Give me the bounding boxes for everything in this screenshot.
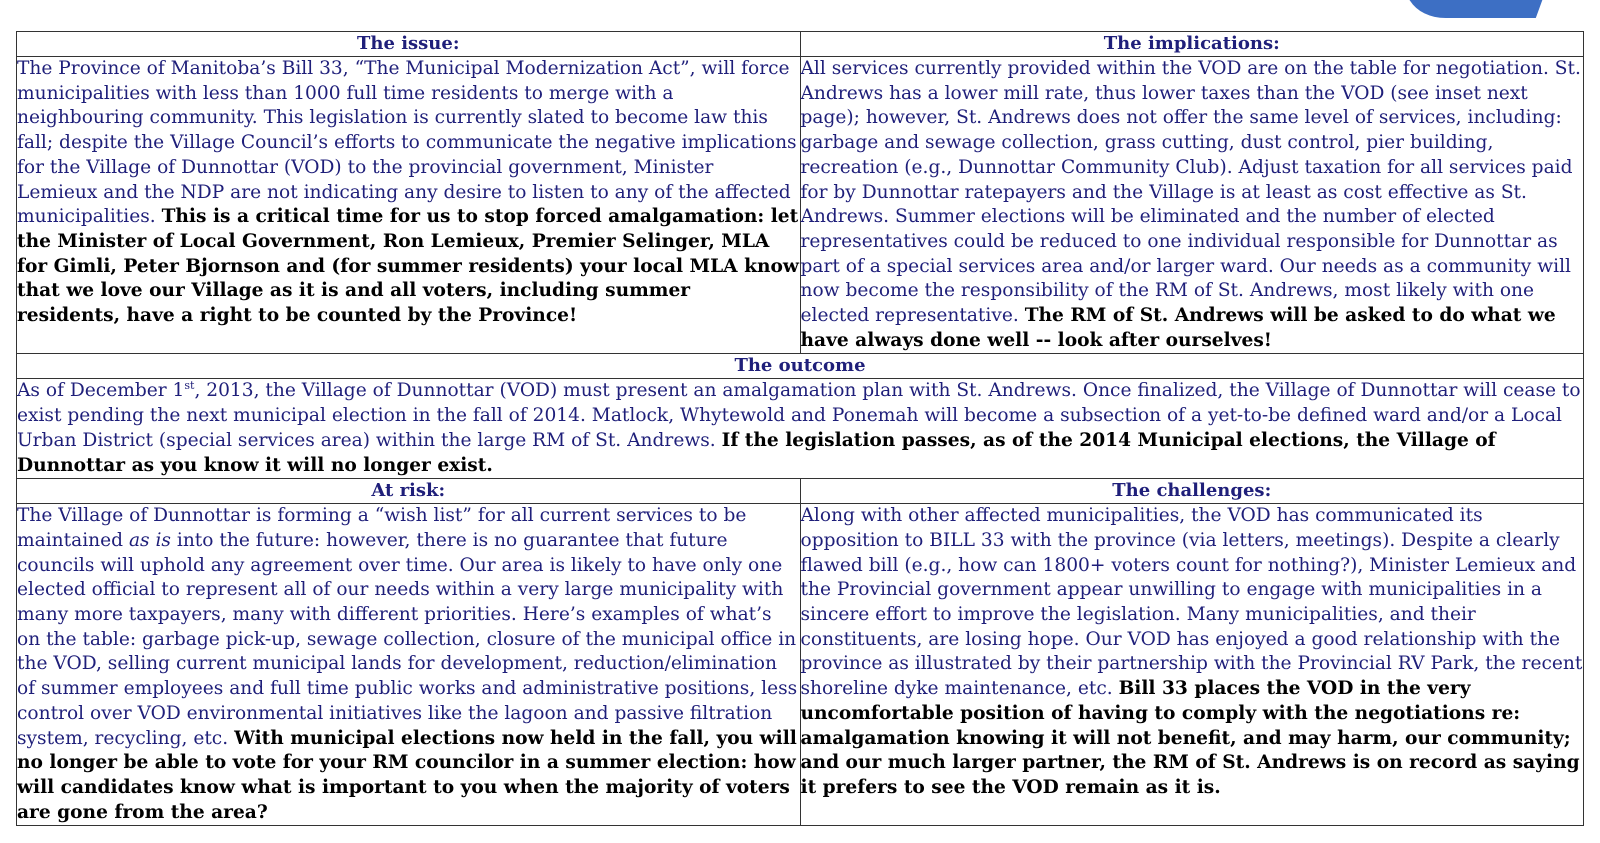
at-risk-text-rest: into the future: however, there is no guarantee that future councils will uphold any agreement over time. Our area is likely to have only one elected official to represent all of our needs within a very large municipality with many more taxpayers, many with different priorities. Here’s examples of what’s on the table: garbage pick-up, sewage collection, closure of the municipal office in the VOD, selling current municipal lands for development, reduction/elimination of summer employees and full time public works and administrative positions, less control over VOD environmental initiatives like the lagoon and passive filtration system, recycling, etc. bbox=[17, 529, 798, 749]
at-risk-text-start: The Village of Dunnottar is forming a “wish list” for all current services to be maintained bbox=[17, 505, 747, 551]
at-risk-cell bbox=[17, 504, 801, 826]
outcome-heading: The outcome bbox=[17, 354, 1584, 379]
issue-bold-text: This is a critical time for us to stop forced amalgamation: let the Minister of Local Government, Ron Lemieux, Premier Selinger, MLA for Gimli, Peter Bjornson and (for summer residents) your local MLA know that we love our Village as it is and all voters, including summer residents, have a right to be counted by the Province! bbox=[17, 206, 799, 327]
outcome-ordinal-suffix: st bbox=[184, 379, 195, 393]
at-risk-bold-text: With municipal elections now held in the fall, you will no longer be able to vote for your RM councilor in a summer election: how will candidates know what is important to you when the majority of voters are gone from the area? bbox=[17, 727, 797, 823]
challenges-text: Along with other affected municipalities, the VOD has communicated its opposition to BILL 33 with the province (via letters, meetings). Despite a clearly flawed bill (e.g., how can 1800+ voters count for nothing?), Minister Lemieux and the Provincial government appear unwilling to engage with municipalities in a sincere effort to improve the legislation. Many municipalities, and their constituents, are losing hope. Our VOD has enjoyed a good relationship with the province as illustrated by their partnership with the Provincial RV Park, the recent shoreline dyke maintenance, etc. bbox=[800, 505, 1583, 700]
implications-text: All services currently provided within the VOD are on the table for negotiation. St. Andrews has a lower mill rate, thus lower taxes than the VOD (see inset next page); however, St. Andrews does not offer the same level of services, including: garbage and sewage collection, grass cutting, dust control, pier building, recreation (e.g., Dunnottar Community Club). Adjust taxation for all services paid for by Dunnottar ratepayers and the Village is at least as cost effective as St. Andrews. Summer elections will be eliminated and the number of elected representatives could be reduced to one individual responsible for Dunnottar as part of a special services area and/or larger ward. Our needs as a community will now become the responsibility of the RM of St. Andrews, most likely with one elected representative. bbox=[800, 58, 1581, 327]
challenges-cell bbox=[800, 504, 1584, 826]
issue-text: The Province of Manitoba’s Bill 33, “The Municipal Modernization Act”, will force municipalities with less than 1000 full time residents to merge with a neighbouring community. This legislation is currently slated to become law this fall; despite the Village Council’s efforts to communicate the negative implications for the Village of Dunnottar (VOD) to the provincial government, Minister Lemieux and the NDP are not indicating any desire to listen to any of the affected municipalities. bbox=[17, 58, 797, 228]
info-table bbox=[16, 31, 1584, 826]
outcome-bold-text: If the legislation passes, as of the 2014 Municipal elections, the Village of Dunnottar as you know it will no longer exist. bbox=[17, 429, 1496, 476]
outcome-text-start: As of December 1 bbox=[17, 380, 185, 402]
issue-cell bbox=[17, 57, 801, 354]
at-risk-italic-text: as is bbox=[128, 529, 171, 551]
issue-heading: The issue: bbox=[17, 32, 801, 57]
corner-decoration bbox=[1400, 0, 1550, 20]
implications-cell bbox=[800, 57, 1584, 354]
at-risk-heading: At risk: bbox=[17, 479, 801, 504]
challenges-bold-text: Bill 33 places the VOD in the very uncomfortable position of having to comply with the negotiations re: amalgamation knowing it will not benefit, and may harm, our community; and our much larger partner, the RM of St. Andrews is on record as saying it prefers to see the VOD remain as it is. bbox=[800, 678, 1580, 798]
outcome-text-rest: , 2013, the Village of Dunnottar (VOD) must present an amalgamation plan with St. Andrews. Once finalized, the Village of Dunnottar will cease to exist pending the next municipal election in the fall of 2014. Matlock, Whytewold and Ponemah will become a subsection of a yet-to-be defined ward and/or a Local Urban District (special services area) within the large RM of St. Andrews. bbox=[17, 380, 1581, 451]
implications-heading: The implications: bbox=[800, 32, 1584, 57]
outcome-cell bbox=[17, 379, 1584, 479]
challenges-heading: The challenges: bbox=[800, 479, 1584, 504]
implications-bold-text: The RM of St. Andrews will be asked to do what we have always done well -- look after ourselves! bbox=[800, 305, 1556, 351]
